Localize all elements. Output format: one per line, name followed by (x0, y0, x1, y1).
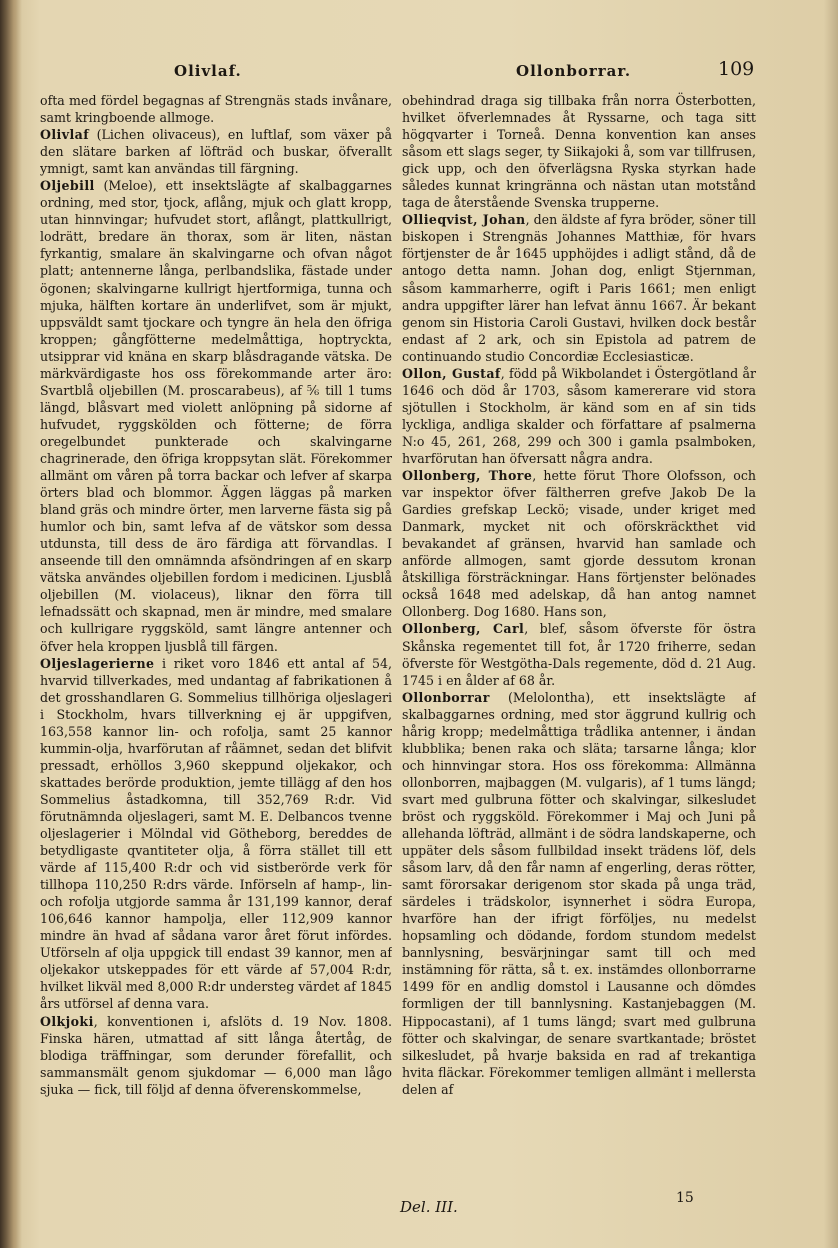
entry-text: (Melolontha), ett insektslägte af skalbaggarnes ordning, med stor äggrund kullrig och hårig kropp; medelmåttiga trådlika antenner, i ändan klubblika; benen raka och släta; tarsarne långa; klor och hinnvingar stora. Hos oss förekomma: Allmänna ollonborren, majbaggen (M. vulgaris), af 1 tums längd; svart med gulbruna fötter och skalvingar, silkesludet bröst och ryggsköld. Förekommer i Maj och Juni på allehanda löfträd, allmänt i de södra landskaperne, och uppäter dels såsom fullbildad insekt trädens löf, dels såsom larv, då den får namn af engerling, deras rötter, samt förorsakar derigenom stor skada på unga träd, särdeles i trädskolor, isynnerhet i södra Europa, hvarföre han der ifrigt förföljes, nu medelst hopsamling och dödande, fordom stundom medelst bannlysning, besvärjningar samt till och med instämning för rätta, så t. ex. instämdes ollonborrarne 1499 för en andlig domstol i Lausanne och dömdes formligen der till bannlysning. Kastanjebaggen (M. Hippocastani), af 1 tums längd; svart med gulbruna fötter och skalvingar, de senare svartkantade; bröstet silkesludet, på hvarje baksida en rad af trekantiga hvita fläckar. Förekommer temligen allmänt i mellersta delen af (402, 689, 756, 1097)
page-number: 109 (718, 58, 755, 80)
headword: Ollonberg, Thore (402, 468, 533, 484)
headword: Olkjoki (40, 1013, 94, 1029)
left-column (40, 92, 392, 1152)
book-gutter (0, 0, 22, 1248)
entry-text: , konventionen i, afslöts d. 19 Nov. 1808. Finska hären, utmattad af sitt långa återtåg, de blodiga träffningar, som derunder förefallit, och sammansmält genom sjukdomar — 6,000 man lågo sjuka — fick, till följd af denna öfverenskommelse, (40, 1013, 392, 1097)
running-header (40, 58, 810, 88)
entry (40, 655, 392, 1013)
page-footer (40, 1190, 810, 1228)
page-edge (824, 0, 838, 1248)
entry (402, 620, 756, 688)
entry-text: , hette förut Thore Olofsson, och var inspektor öfver fältherren grefve Jakob De la Gardies grefskap Leckö; visade, under kriget med Danmark, mycket nit och oförskräckthet vid bevakandet af gränsen, hvarvid han samlade och anförde allmogen, samt gjorde dessutom kronan åtskilliga försträckningar. Hans förtjenster belönades också 1648 med adelskap, då han antog namnet Ollonberg. Dog 1680. Hans son, (402, 468, 756, 620)
headword: Ollonborrar (402, 689, 490, 705)
entry (40, 177, 392, 654)
entry-text: , blef, såsom öfverste för östra Skånska regementet till fot, år 1720 friherre, sedan öfverste för Westgötha-Dals regemente, död d. 21 Aug. 1745 i en ålder af 68 år. (402, 621, 756, 688)
running-head-left: Olivlaf. (174, 62, 242, 80)
entry (40, 126, 392, 177)
entry-text: (Lichen olivaceus), en luftlaf, som växer på den slätare barken af löfträd och buskar, öfverallt ymnigt, samt kan användas till färgning. (40, 127, 392, 177)
entry (402, 211, 756, 364)
headword: Ollon, Gustaf (402, 365, 501, 381)
entry (402, 467, 756, 620)
entry-text: , den äldste af fyra bröder, söner till biskopen i Strengnäs Johannes Matthiæ, för hvars förtjenster de år 1645 upphöjdes i adligt stånd, då de antogo detta namn. Johan dog, enligt Stjernman, såsom kammarherre, ogift i Paris 1661; men enligt andra uppgifter lärer han lefvat ännu 1667. Är bekant genom sin Historia Caroli Gustavi, hvilken dock består endast af 2 ark, och sin Epistola ad patrem de continuando studio Concordiæ Ecclesiasticæ. (402, 212, 756, 364)
entry (402, 92, 756, 211)
entry-text: i riket voro 1846 ett antal af 54, hvarvid tillverkades, med undantag af fabrikationen å det grosshandlaren G. Sommelius tillhöriga oljeslageri i Stockholm, hvars tillverkning ej är uppgifven, 163,558 kannor lin- och rofolja, samt 25 kannor kummin-olja, hvarförutan af råämnet, sedan det blifvit pressadt, erhöllos 3,960 skeppund oljekakor, och skattades berörde produktion, jemte tillägg af den hos Sommelius åstadkomna, till 352,769 R:dr. Vid förutnämnda oljeslageri, samt M. E. Delbancos tvenne oljeslagerier i Mölndal vid Götheborg, bereddes de betydligaste qvantiteter olja, å förra stället till ett värde af 115,400 R:dr och vid sistberörde verk för tillhopa 110,250 R:drs värde. Införseln af hamp-, lin- och rofolja utgjorde samma år 131,199 kannor, deraf 106,646 kannor hampolja, eller 112,909 kannor mindre än hvad af sådana varor året förut infördes. Utförseln af olja uppgick till endast 39 kannor, men af oljekakor utskeppades för ett värde af 57,004 R:dr, hvilket likväl med 8,000 R:dr understeg värdet af 1845 års utförsel af denna vara. (40, 655, 392, 1012)
entry-text: , född på Wikbolandet i Östergötland år 1646 och död år 1703, såsom kamererare vid stora sjötullen i Stockholm, är känd som en af sin tids lyckliga, andliga skalder och författare af psalmerna N:o 45, 261, 268, 299 och 300 i gamla psalmboken, hvarförutan han öfversatt några andra. (402, 365, 756, 466)
headword: Oljeslagerierne (40, 655, 155, 671)
volume-label: Del. III. (400, 1198, 458, 1216)
right-column (402, 92, 756, 1152)
running-head-right: Ollonborrar. (516, 62, 632, 80)
headword: Oljebill (40, 178, 95, 194)
headword: Ollonberg, Carl (402, 621, 525, 637)
headword: Ollieqvist, Johan (402, 212, 526, 228)
headword: Olivlaf (40, 127, 90, 143)
entry (40, 92, 392, 126)
entry-text: ofta med fördel begagnas af Strengnäs stads invånare, samt kringboende allmoge. (40, 93, 392, 126)
entry (402, 365, 756, 467)
entry-text: obehindrad draga sig tillbaka från norra Österbotten, hvilket öfverlemnades åt Ryssarne, och taga sitt högqvarter i Torneå. Denna konvention kan anses såsom ett slags seger, ty Siikajoki å, som var tillfrusen, gick upp, och den öfverlägsna Ryska styrkan hade således kunnat kringränna och nästan utan motstånd taga de återstående Svenska trupperne. (402, 93, 756, 211)
entry (402, 689, 756, 1098)
entry (40, 1013, 392, 1098)
entry-text: (Meloe), ett insektslägte af skalbaggarnes ordning, med stor, tjock, aflång, mjuk och glatt kropp, utan hinnvingar; hufvudet stort, aflångt, plattkullrigt, lodrätt, bredare än thorax, som är liten, nästan fyrkantig, smalare än skalvingarne och ofvan något platt; antennerne långa, perlbandslika, fästade under ögonen; skalvingarne kullrigt hjertformiga, tunna och mjuka, hälften kortare än underlifvet, som är mjukt, uppsväldt samt tjockare och tyngre än hela den öfriga kroppen; gångfötterne medelmåttiga, hoptryckta, utsipprar vid knäna en skarp blåsdragande vätska. De märkvärdigaste hos oss förekommande arter äro: Svartblå oljebillen (M. proscarabeus), af ⅚ till 1 tums längd, blåsvart med violett anlöpning på sidorne af hufvudet, ryggskölden och fötterne; de förra oregelbundet punkterade och skalvingarne chagrinerade, den öfriga kroppsytan slät. Förekommer allmänt om våren på torra backar och lefver af skarpa örters blad och blommor. Äggen läggas på marken bland gräs och mindre örter, men larverne fästa sig på humlor och bin, samt lefva af de vätskor som dessa utdunsta, till dess de äro färdiga att förvandlas. I anseende till den omnämnda afsöndringen af en skarp vätska användes oljebillen fordom i medicinen. Ljusblå oljebillen (M. violaceus), liknar den förra till lefnadssätt och skapnad, men är mindre, med smalare och kullrigare ryggsköld, samt längre antenner och öfver hela kroppen ljusblå till färgen. (40, 178, 392, 654)
signature-mark: 15 (676, 1190, 694, 1206)
